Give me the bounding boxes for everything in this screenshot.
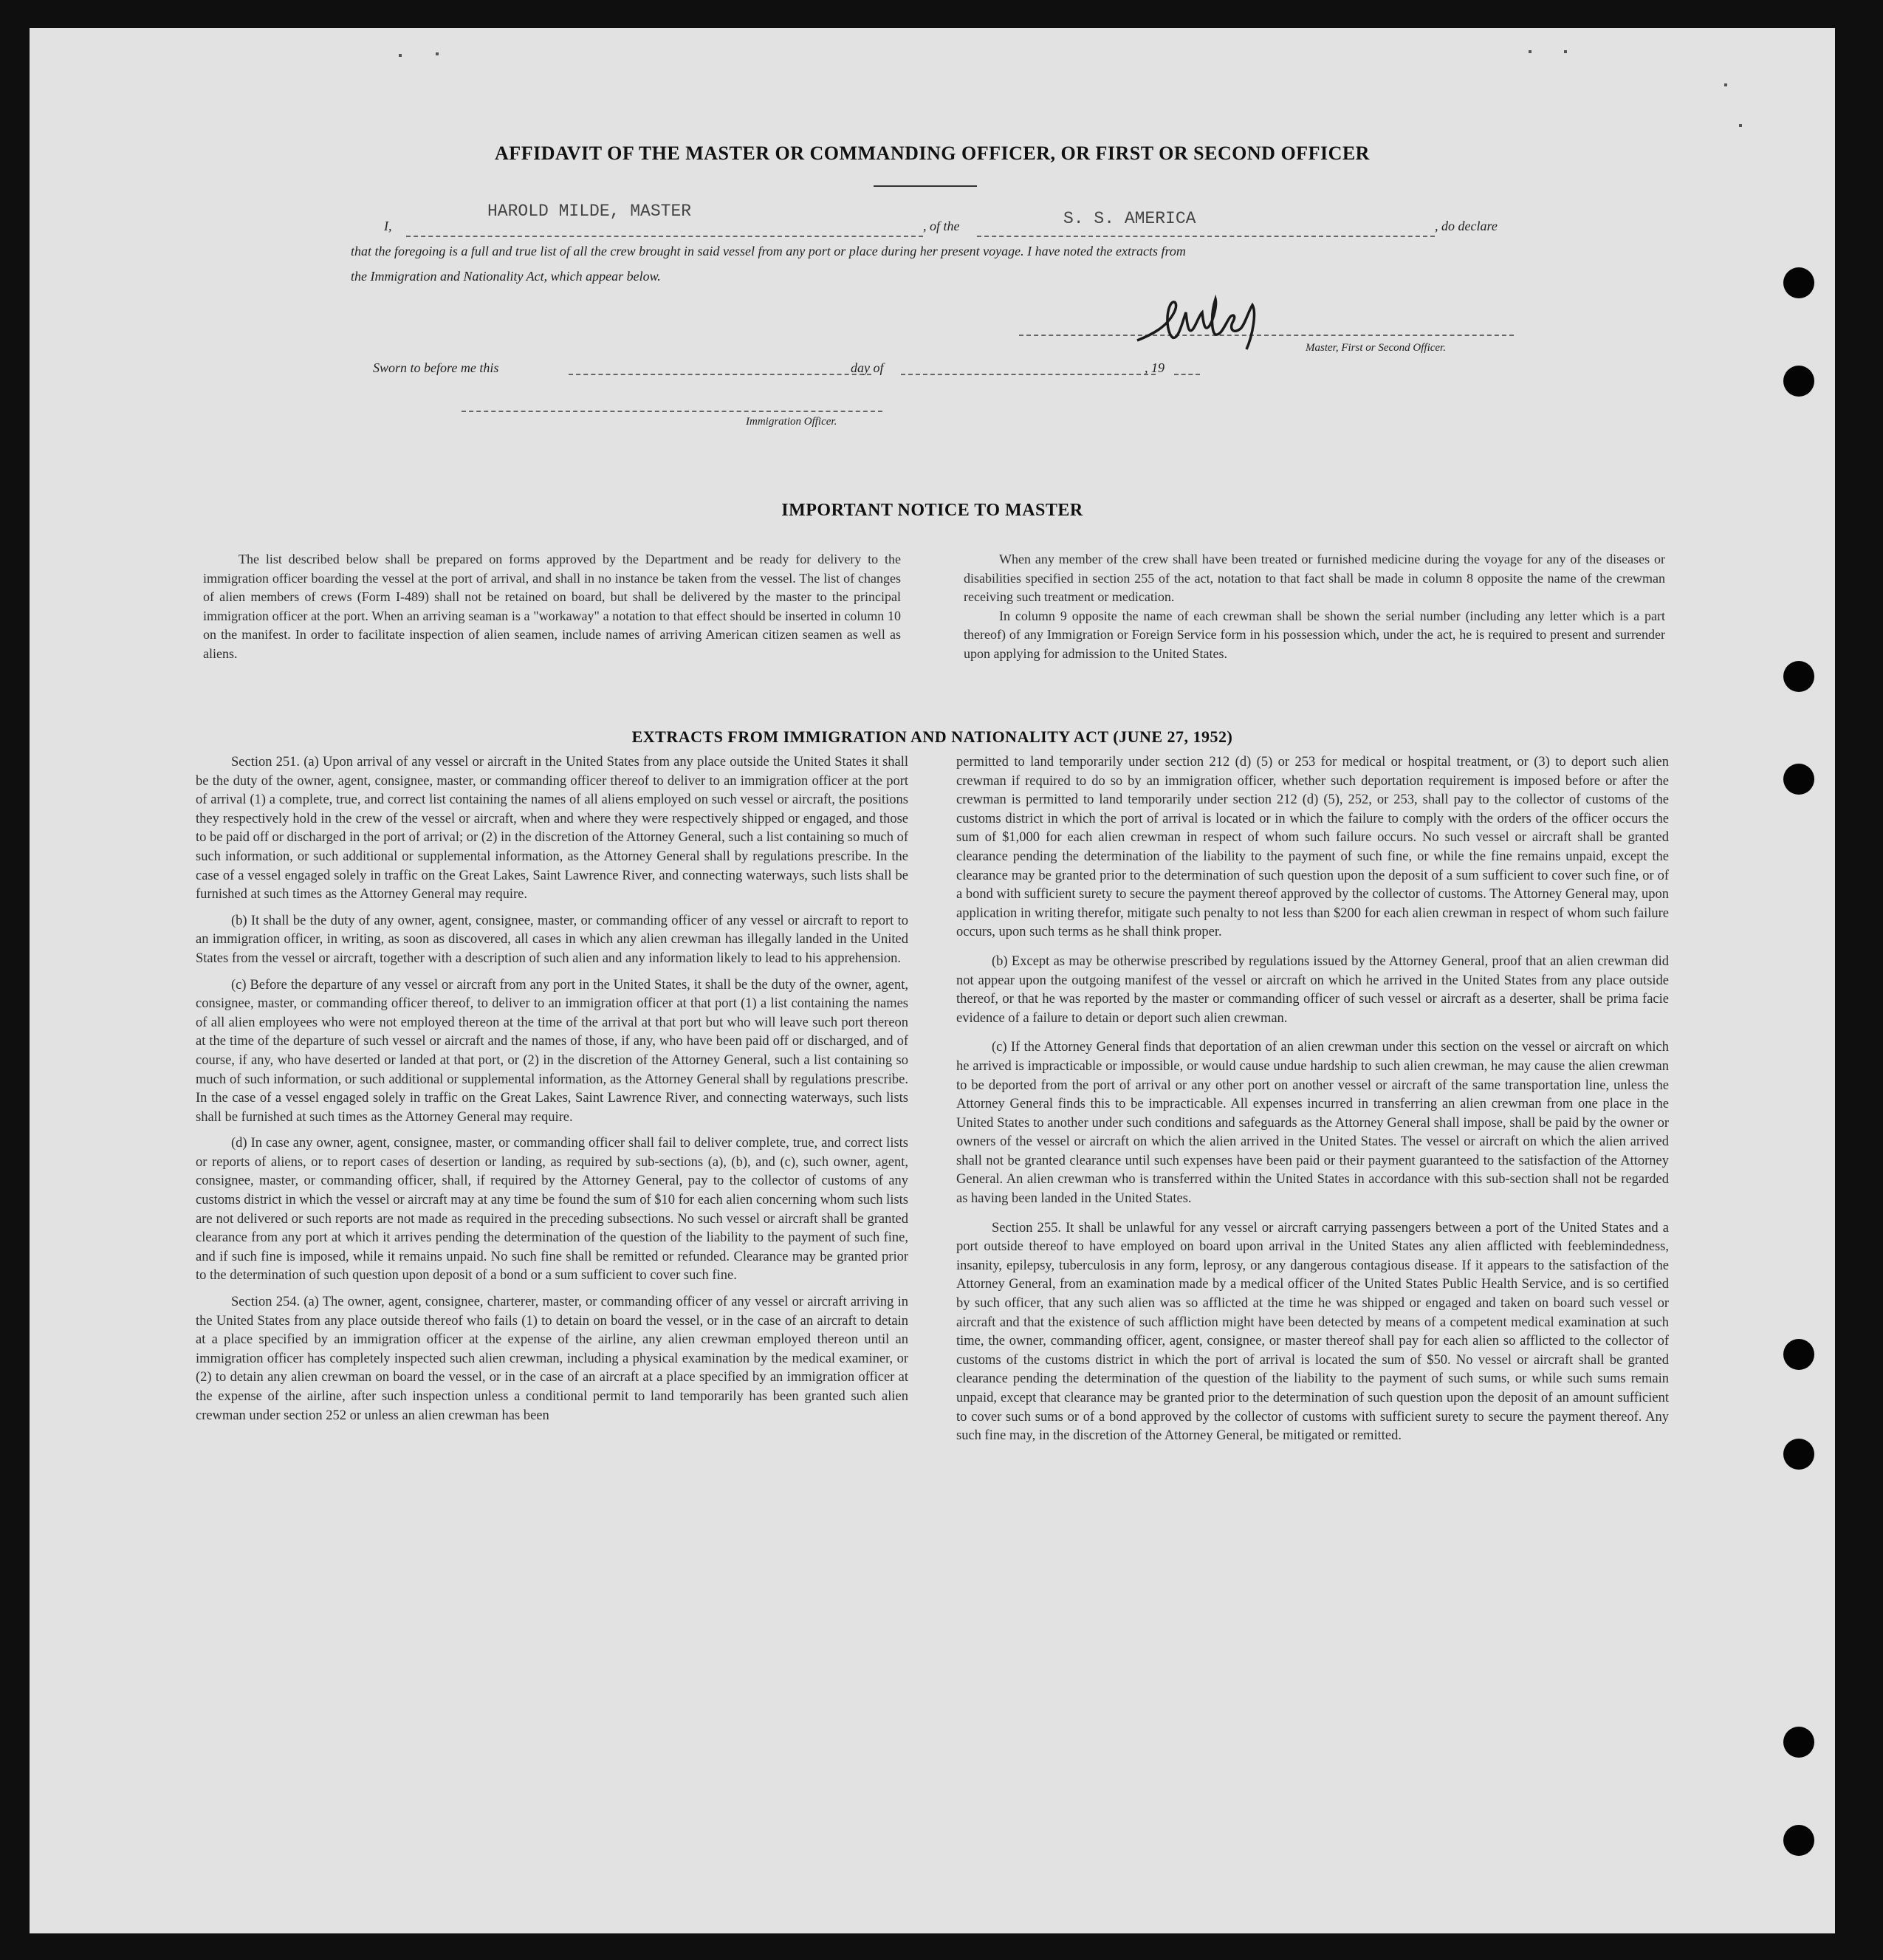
section-254-a: Section 254. (a) The owner, agent, consignee, charterer, master, or commanding officer of any vessel or aircraft arriving in the United States from any place outside thereof who fails (1) to detain on board the vessel, or in the case of an aircraft to detain at a place specified by an immigration officer at the expense of the airline, any alien crewman employed thereon until an immigration officer has completely inspected such alien crewman, including a physical examination by the medical examiner, or (2) to detain any alien crewman on board the vessel, or in the case of an aircraft at a place specified by an immigration officer at the expense of the airline, after such inspection unless a conditional permit to land temporarily has been granted such alien crewman under section 252 or unless an alien crewman has been xyxy=(196,1295,908,1423)
day-of-label: day of xyxy=(851,360,884,375)
extracts-title: EXTRACTS FROM IMMIGRATION AND NATIONALITY ACT (JUNE 27, 1952) xyxy=(631,727,1233,746)
speck xyxy=(1529,50,1532,53)
affidavit-title: AFFIDAVIT OF THE MASTER OR COMMANDING OFFICER, OR FIRST OR SECOND OFFICER xyxy=(495,143,1370,164)
signature-image xyxy=(1122,283,1314,357)
i-label: I, xyxy=(384,219,392,233)
immigration-officer-label: Immigration Officer. xyxy=(746,416,837,428)
of-the-label: , of the xyxy=(923,219,960,233)
speck xyxy=(1564,50,1567,53)
speck xyxy=(399,54,402,57)
binder-hole xyxy=(1783,764,1814,795)
section-254-a-cont: permitted to land temporarily under section 212 (d) (5) or 253 for medical or hospital treatment, or (3) to deport such alien crewman if required to do so by an immigration officer, whether such deportation requirement is imposed before or after the crewman is permitted to land temporarily under section 212 (d) (5), 252, or 253, shall pay to the collector of customs of the customs district in which the port of arrival is located or in which the failure to comply with the orders of the officer occurs the sum of $1,000 for each alien crewman in respect of whom such failure occurs. No such vessel or aircraft shall be granted clearance pending the determination of the liability to the payment of such fine, or while the fine remains unpaid, except the clearance may be granted prior to the determination of such question upon the deposit of a sum sufficient to cover such fine, or of a bond with sufficient surety to secure the payment thereof approved by the collector of customs. The Attorney General may, upon application in writing therefor, mitigate such penalty to not less than $200 for each alien crewman in respect of whom such failure occurs, upon such terms as he shall think proper. xyxy=(956,755,1669,940)
year-line xyxy=(1174,374,1200,375)
speck xyxy=(1739,124,1742,127)
section-251-c: (c) Before the departure of any vessel or aircraft from any port in the United States, it shall be the duty of the owner, agent, consignee, master, or commanding officer thereof, to deliver to an immigration officer at that port (1) a list containing the names of all alien employees who were not employed thereon at the time of the arrival at that port but who will leave such port thereon at the time of the departure of such vessel or aircraft and the names of those, if any, who have been paid off or discharged, and of course, if any, who have deserted or landed at that port, or (2) in the discretion of the Attorney General, such a list containing so much of such information, or such additional or supplemental information, as the Attorney General shall by regulations prescribe. In the case of a vessel engaged solely in traffic on the Great Lakes, Saint Lawrence River, and connecting waterways, such lists shall be furnished at such times as the Attorney General may require. xyxy=(196,977,908,1125)
do-declare-label: , do declare xyxy=(1435,219,1498,233)
binder-hole xyxy=(1783,267,1814,298)
binder-hole xyxy=(1783,366,1814,397)
immigration-officer-line xyxy=(462,411,882,412)
section-251-d: (d) In case any owner, agent, consignee, master, or commanding officer shall fail to deliver complete, true, and correct lists or reports of aliens, or to report cases of desertion or landing, as required by sub-sections (a), (b), and (c), such owner, agent, consignee, master, or commanding officer, shall, if required by the Attorney General, pay to the collector of customs of any customs district in which the vessel or aircraft may at any time be found the sum of $10 for each alien concerning whom such lists are not delivered or such reports are not made as required in the preceding subsections. No such vessel or aircraft shall be granted clearance from any port at which it arrives pending the determination of the question of the liability to the payment of such fine, and if such fine is imposed, while it remains unpaid. No such fine shall be remitted or refunded. Clearance may be granted prior to the determination of such question upon deposit of a bond or a sum sufficient to cover such fine. xyxy=(196,1136,908,1284)
notice-right-paragraph-1: When any member of the crew shall have been treated or furnished medicine during the voyage for any of the diseases or disabilities specified in section 255 of the act, notation to that fact shall be made in column 8 opposite the name of the crewman receiving such treatment or medication. xyxy=(964,552,1665,604)
speck xyxy=(436,52,439,55)
binder-hole xyxy=(1783,1825,1814,1856)
section-251-b: (b) It shall be the duty of any owner, agent, consignee, master, or commanding officer of any vessel or aircraft to report to an immigration officer, in writing, as soon as discovered, all cases in which any alien crewman has illegally landed in the United States from the vessel or aircraft, together with a description of such alien and any information likely to lead to his apprehension. xyxy=(196,913,908,966)
master-name-value: HAROLD MILDE, MASTER xyxy=(487,202,692,221)
signature-caption: Master, First or Second Officer. xyxy=(1306,342,1446,354)
notice-left-paragraph: The list described below shall be prepared on forms approved by the Department and be ready for delivery to the immigration officer boarding the vessel at the port of arrival, and shall in no instance be taken from the vessel. The list of changes of alien members of crews (Form I-489) shall not be retained on board, but shall be delivered by the master to the principal immigration officer at the port. When an arriving seaman is a "workaway" a notation to that effect should be inserted in column 10 on the manifest. In order to facilitate inspection of alien seamen, include names of arriving American citizen seamen as well as aliens. xyxy=(203,552,901,661)
document-page xyxy=(30,28,1835,1933)
section-254-b: (b) Except as may be otherwise prescribed by regulations issued by the Attorney General, proof that an alien crewman did not appear upon the outgoing manifest of the vessel or aircraft on which he arrived in the United States from any place outside thereof, or that he was reported by the master or commanding officer of such vessel or aircraft as a deserter, shall be prima facie evidence of a failure to detain or deport such alien crewman. xyxy=(956,953,1669,1026)
binder-hole xyxy=(1783,1339,1814,1370)
sworn-day-line xyxy=(569,374,871,375)
binder-hole xyxy=(1783,661,1814,692)
extracts-right-column xyxy=(956,753,1669,1453)
sworn-month-line xyxy=(901,374,1156,375)
sworn-label: Sworn to before me this xyxy=(373,360,499,375)
notice-right-text xyxy=(964,550,1665,663)
section-255: Section 255. It shall be unlawful for any vessel or aircraft carrying passengers between a port of the United States and a port outside thereof to have employed on board upon arrival in the United States any alien afflicted with feeblemindedness, insanity, epilepsy, tuberculosis in any form, leprosy, or any dangerous contagious disease. If it appears to the satisfaction of the Attorney General, from an examination made by a medical officer of the United States Public Health Service, and is so certified by such officer, that any such alien was so afflicted at the time he was shipped or engaged and taken on board such vessel or aircraft and that the existence of such affliction might have been detected by means of a competent medical examination at such time, the owner, commanding officer, agent, consignee, or master thereof shall pay for each alien so afflicted to the collector of customs of the customs district in which the port of arrival is located the sum of $50. No vessel or aircraft shall be granted clearance pending the determination of the question of the liability to the payment of such sums, or while such sums remain unpaid, except that clearance may be granted prior to the determination of such question upon the deposit of an amount sufficient to cover such sums or of a bond approved by the collector of customs with sufficient surety to secure the payment thereof. Any such fine may, in the discretion of the Attorney General, be mitigated or remitted. xyxy=(956,1220,1669,1444)
speck xyxy=(1724,83,1727,86)
notice-title: IMPORTANT NOTICE TO MASTER xyxy=(781,501,1083,520)
vessel-name-value: S. S. AMERICA xyxy=(1063,209,1196,228)
extracts-left-column xyxy=(196,753,908,1433)
affidavit-declaration-cont: the Immigration and Nationality Act, which appear below. xyxy=(351,269,661,284)
notice-left-text xyxy=(203,550,901,663)
vessel-line xyxy=(977,236,1435,237)
notice-right-paragraph-2: In column 9 opposite the name of each crewman shall be shown the serial number (including any letter which is a part thereof) of any Immigration or Foreign Service form in his possession which, under the act, he is required to present and surrender upon applying for admission to the United States. xyxy=(964,608,1665,661)
section-254-c: (c) If the Attorney General finds that deportation of an alien crewman under this section on the vessel or aircraft on which he arrived is impracticable or impossible, or would cause undue hardship to such alien crewman, he may cause the alien crewman to be deported from the port of arrival or any other port on another vessel or aircraft of the same transportation line, unless the Attorney General finds this to be impracticable. All expenses incurred in transferring an alien crewman from one place in the United States to another under such conditions and safeguards as the Attorney General shall impose, shall be paid by the owner or owners of the vessel or aircraft on which the alien arrived in the United States. The vessel or aircraft on which the alien arrived shall not be granted clearance until such expenses have been paid or their payment guaranteed to the satisfaction of the Attorney General. An alien crewman who is transferred within the United States in accordance with this sub-section shall not be regarded as having been landed in the United States. xyxy=(956,1040,1669,1207)
affidavit-declaration: that the foregoing is a full and true list of all the crew brought in said vessel from any port or place during her present voyage. I have noted the extracts from xyxy=(351,244,1186,258)
year-label: , 19 xyxy=(1145,360,1165,375)
binder-hole xyxy=(1783,1727,1814,1758)
name-line xyxy=(406,236,923,237)
section-251-a: Section 251. (a) Upon arrival of any vessel or aircraft in the United States from any place outside the United States it shall be the duty of the owner, agent, consignee, master, or commanding officer thereof to deliver to an immigration officer at the port of arrival (1) a complete, true, and correct list containing the names of all aliens employed on such vessel or aircraft, the positions they respectively hold in the crew of the vessel or aircraft, when and where they were respectively shipped or engaged, and those to be paid off or discharged in the port of arrival; or (2) in the discretion of the Attorney General, such a list containing so much of such information, or such additional or supplemental information, as the Attorney General shall by regulations prescribe. In the case of a vessel engaged solely in traffic on the Great Lakes, Saint Lawrence River, and connecting waterways, such lists shall be furnished at such times as the Attorney General may require. xyxy=(196,755,908,902)
binder-hole xyxy=(1783,1439,1814,1470)
title-underline xyxy=(874,185,977,187)
